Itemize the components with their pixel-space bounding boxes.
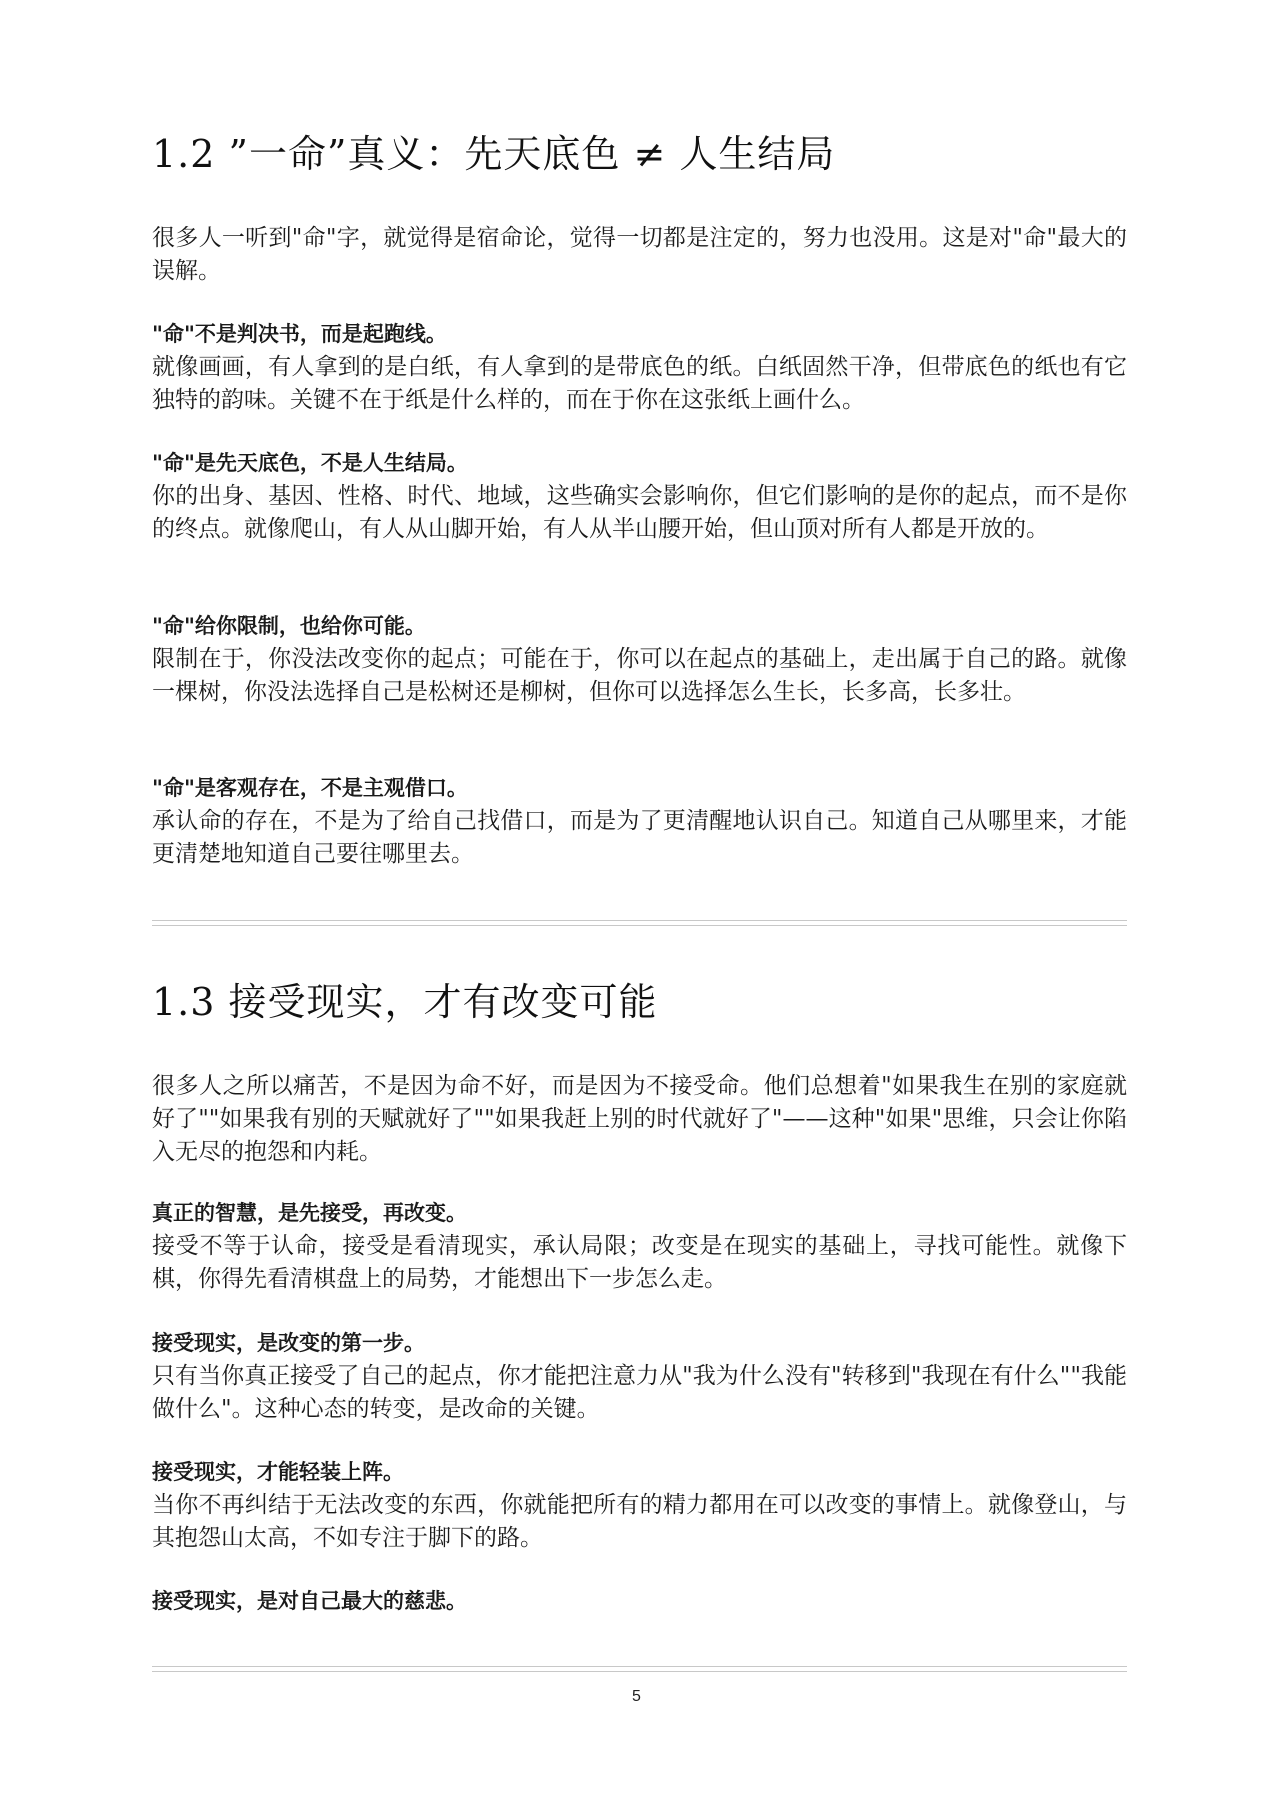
point-block (152, 1456, 1127, 1555)
point-title: 接受现实，才能轻装上阵。 (152, 1460, 404, 1484)
point-body: 就像画画，有人拿到的是白纸，有人拿到的是带底色的纸。白纸固然干净，但带底色的纸也有它独特的韵味。关键不在于纸是什么样的，而在于你在这张纸上画什么。 (152, 354, 1127, 413)
point-block (152, 1197, 1127, 1296)
point-title: "命"给你限制，也给你可能。 (152, 614, 426, 638)
point-body: 承认命的存在，不是为了给自己找借口，而是为了更清醒地认识自己。知道自己从哪里来，才能更清楚地知道自己要往哪里去。 (152, 808, 1127, 867)
point-body: 只有当你真正接受了自己的起点，你才能把注意力从"我为什么没有"转移到"我现在有什么""我能做什么"。这种心态的转变，是改命的关键。 (152, 1363, 1127, 1422)
section-1-3-intro: 很多人之所以痛苦，不是因为命不好，而是因为不接受命。他们总想着"如果我生在别的家庭就好了""如果我有别的天赋就好了""如果我赶上别的时代就好了"——这种"如果"思维，只会让你陷入无尽的抱怨和内耗。 (152, 1073, 1127, 1165)
point-title: "命"是客观存在，不是主观借口。 (152, 776, 468, 800)
point-block (152, 1585, 1127, 1618)
point-block (152, 772, 1127, 871)
point-body: 限制在于，你没法改变你的起点；可能在于，你可以在起点的基础上，走出属于自己的路。就像一棵树，你没法选择自己是松树还是柳树，但你可以选择怎么生长，长多高，长多壮。 (152, 646, 1127, 705)
point-block (152, 1327, 1127, 1426)
point-title: "命"是先天底色，不是人生结局。 (152, 451, 468, 475)
footer-divider (152, 1666, 1127, 1672)
point-title: "命"不是判决书，而是起跑线。 (152, 322, 447, 346)
point-body: 接受不等于认命，接受是看清现实，承认局限；改变是在现实的基础上，寻找可能性。就像下棋，你得先看清棋盘上的局势，才能想出下一步怎么走。 (152, 1233, 1127, 1292)
point-body: 你的出身、基因、性格、时代、地域，这些确实会影响你，但它们影响的是你的起点，而不是你的终点。就像爬山，有人从山脚开始，有人从半山腰开始，但山顶对所有人都是开放的。 (152, 483, 1127, 542)
section-1-2-intro: 很多人一听到"命"字，就觉得是宿命论，觉得一切都是注定的，努力也没用。这是对"命"最大的误解。 (152, 225, 1127, 284)
section-heading-1-2: 1.2 ”一命”真义：先天底色 ≠ 人生结局 (152, 132, 836, 176)
point-block (152, 447, 1127, 546)
section-heading-1-3: 1.3 接受现实，才有改变可能 (152, 980, 658, 1024)
point-body: 当你不再纠结于无法改变的东西，你就能把所有的精力都用在可以改变的事情上。就像登山，与其抱怨山太高，不如专注于脚下的路。 (152, 1492, 1127, 1551)
point-block (152, 610, 1127, 709)
point-title: 真正的智慧，是先接受，再改变。 (152, 1201, 467, 1225)
point-title: 接受现实，是改变的第一步。 (152, 1331, 425, 1355)
point-title: 接受现实，是对自己最大的慈悲。 (152, 1589, 467, 1613)
point-block (152, 318, 1127, 417)
section-divider (152, 920, 1127, 926)
page-number: 5 (632, 1688, 641, 1705)
